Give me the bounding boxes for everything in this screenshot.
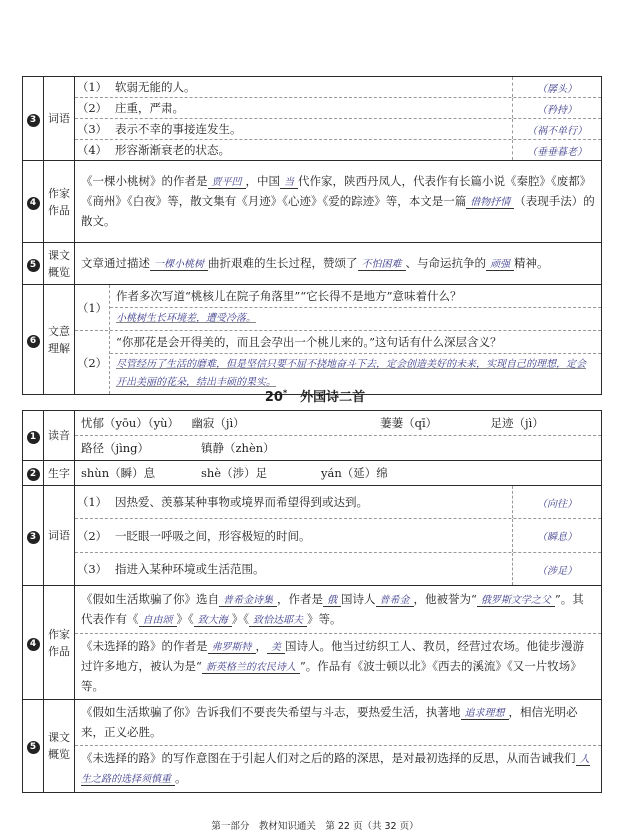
pinyin-item: 足迹（jì） (490, 416, 544, 430)
overview-paragraph: 文章通过描述 一棵小桃树 曲折艰难的生长过程，赞颂了 不怕困难 、与命运抗争的 顽强 精神。 (81, 255, 549, 270)
answer: （涉足） (512, 553, 601, 585)
question-1: （1） 作者多次写道“桃核儿在院子角落里”“它长得不是地方”意味着什么？ 小桃树生长环境差，遭受冷落。 (75, 285, 601, 330)
section-overview-20: 5 课文 概览 《假如生活欺骗了你》告诉我们不要丧失希望与斗志，要热爱生活，执著地 追求理想 ，相信光明必来，正义必胜。 《未选择的路》的写作意图在于引起人们对之后的路的深思，是对最初选择的反思，从而告诫我们 人生之路的选择须慎重 。 (23, 700, 602, 793)
question-2: （2） “你那花是会开得美的，而且会孕出一个桃儿来的。”这句话有什么深层含义？ 尽管经历了生活的磨难，但是坚信只要不屈不挠地奋斗下去，定会创造美好的未来，实现自己的理想，定会开出美丽的花朵，结出丰硕的果实。 (75, 330, 601, 394)
char-item: yán（延）绵 (321, 466, 388, 480)
pinyin-item: 路径（jìng） (81, 441, 150, 455)
pinyin-item: 幽寂（jì） (191, 416, 245, 430)
answer: （向往） (512, 486, 601, 518)
overview-paragraph-2: 《未选择的路》的写作意图在于引起人们对之后的路的深思，是对最初选择的反思，从而告诫我们 人生之路的选择须慎重 。 (75, 745, 601, 792)
char-item: shùn（瞬）息 (81, 466, 156, 480)
answer: （垂垂暮老） (512, 140, 601, 160)
section-overview-19: 5 课文 概览 文章通过描述 一棵小桃树 曲折艰难的生长过程，赞颂了 不怕困难 、与命运抗争的 顽强 精神。 (23, 243, 602, 285)
lesson-title: 20* 外国诗二首 (264, 388, 366, 405)
pinyin-item: 镇静（zhèn） (201, 441, 275, 455)
section-author-19: 4 作家 作品 《一棵小桃树》的作者是 贾平凹 ，中国 当 代作家，陕西丹凤人，代表作有长篇小说《秦腔》《废都》《商州》《白夜》等，散文集有《月迹》《心迹》《爱的踪迹》等，本文是一篇 借物抒情 （表现手法）的散文。 (23, 161, 602, 243)
answer: （矜持） (512, 98, 601, 118)
vocab-item: （3） 表示不幸的事接连发生。 （祸不单行） (75, 119, 601, 140)
vocab-item: （2） 一眨眼一呼吸之间，形容极短的时间。 （瞬息） (75, 519, 601, 553)
section-characters: 2 生字 shùn（瞬）息 shè（涉）足 yán（延）绵 (23, 461, 602, 486)
section-vocabulary-19: 3 词语 （1） 软弱无能的人。 （孱头） （2） 庄重，严肃。 （矜持） （3） 表示不幸的事接连发生。 （祸不单行） （4） 形容渐渐衰老的状态。 （垂垂暮老） (23, 77, 602, 161)
answer: （孱头） (512, 77, 601, 97)
pinyin-item: 忧郁（yōu）（yù） (81, 416, 179, 430)
author-paragraph-2: 《未选择的路》的作者是 弗罗斯特 ， 美 国诗人。他当过纺织工人、教员，经营过农场。他徒步漫游过许多地方，被认为是“ 新英格兰的农民诗人 ”。作品有《波士顿以北》《西去的溪流》《又一片牧场》等。 (75, 633, 601, 699)
upper-table (22, 76, 602, 395)
author-paragraph-1: 《假如生活欺骗了你》选自 普希金诗集 ，作者是 俄 国诗人 普希金 ，他被誉为“ 俄罗斯文学之父 ”。其代表作有《 自由颂 》《 致大海 》《 致恰达耶夫 》等。 (81, 591, 584, 626)
answer: （瞬息） (512, 519, 601, 552)
lower-table (22, 410, 602, 793)
answer: 尽管经历了生活的磨难，但是坚信只要不屈不挠地奋斗下去，定会创造美好的未来，实现自己的理想，定会开出美丽的花朵，结出丰硕的果实。 (116, 359, 586, 388)
vocab-item: （1） 软弱无能的人。 （孱头） (75, 77, 601, 98)
vocab-item: （2） 庄重，严肃。 （矜持） (75, 98, 601, 119)
pinyin-item: 萋萋（qī） (380, 416, 438, 430)
section-author-20: 4 作家 作品 《假如生活欺骗了你》选自 普希金诗集 ，作者是 俄 国诗人 普希金 ，他被誉为“ 俄罗斯文学之父 ”。其代表作有《 自由颂 》《 致大海 》《 致恰达耶夫 》等。 《未选择的路》的作者是 弗罗斯特 ， 美 国诗人。他当过纺织工人、教员，经营过农场。他徒步漫游过许多地方，被认为是“ 新英格兰的农民诗人 ”。作品有《波士顿以北》《西去的溪流》《又一片牧场》等。 (23, 586, 602, 700)
author-paragraph: 《一棵小桃树》的作者是 贾平凹 ，中国 当 代作家，陕西丹凤人，代表作有长篇小说《秦腔》《废都》《商州》《白夜》等，散文集有《月迹》《心迹》《爱的踪迹》等，本文是一篇 借物抒情 （表现手法）的散文。 (81, 174, 595, 228)
answer: 小桃树生长环境差，遭受冷落。 (116, 313, 256, 324)
badge: 3 (27, 114, 40, 127)
vocab-item: （4） 形容渐渐衰老的状态。 （垂垂暮老） (75, 140, 601, 160)
section-vocabulary-20: 3 词语 （1） 因热爱、羡慕某种事物或境界而希望得到或达到。 （向往） （2） 一眨眼一呼吸之间，形容极短的时间。 （瞬息） （3） 指进入某种环境或生活范围。 （涉足） (23, 486, 602, 586)
overview-paragraph-1: 《假如生活欺骗了你》告诉我们不要丧失希望与斗志，要热爱生活，执著地 追求理想 ，相信光明必来，正义必胜。 (81, 705, 578, 739)
vocab-item: （1） 因热爱、羡慕某种事物或境界而希望得到或达到。 （向往） (75, 486, 601, 519)
vocab-item: （3） 指进入某种环境或生活范围。 （涉足） (75, 553, 601, 585)
page-footer: 第一部分 教材知识通关 第 22 页（共 32 页） (211, 821, 419, 832)
section-understanding-19: 6 文意 理解 （1） 作者多次写道“桃核儿在院子角落里”“它长得不是地方”意味着什么？ 小桃树生长环境差，遭受冷落。 （2） “你那花是会开得美的，而且会孕出一个桃儿来的。”这句话有什么深层含义？ 尽管经历了生活的磨难，但是坚信只要不屈不挠地奋斗下去，定会创造美好的未来，实现自己的理想，定会开出美丽的花朵，结出丰硕的果实。 (23, 285, 602, 395)
section-pronunciation: 1 读音 忧郁（yōu）（yù） 幽寂（jì） 萋萋（qī） 足迹（jì） 路径（jìng） 镇静（zhèn） (23, 411, 602, 461)
char-item: shè（涉）足 (201, 466, 268, 480)
answer: （祸不单行） (512, 119, 601, 139)
